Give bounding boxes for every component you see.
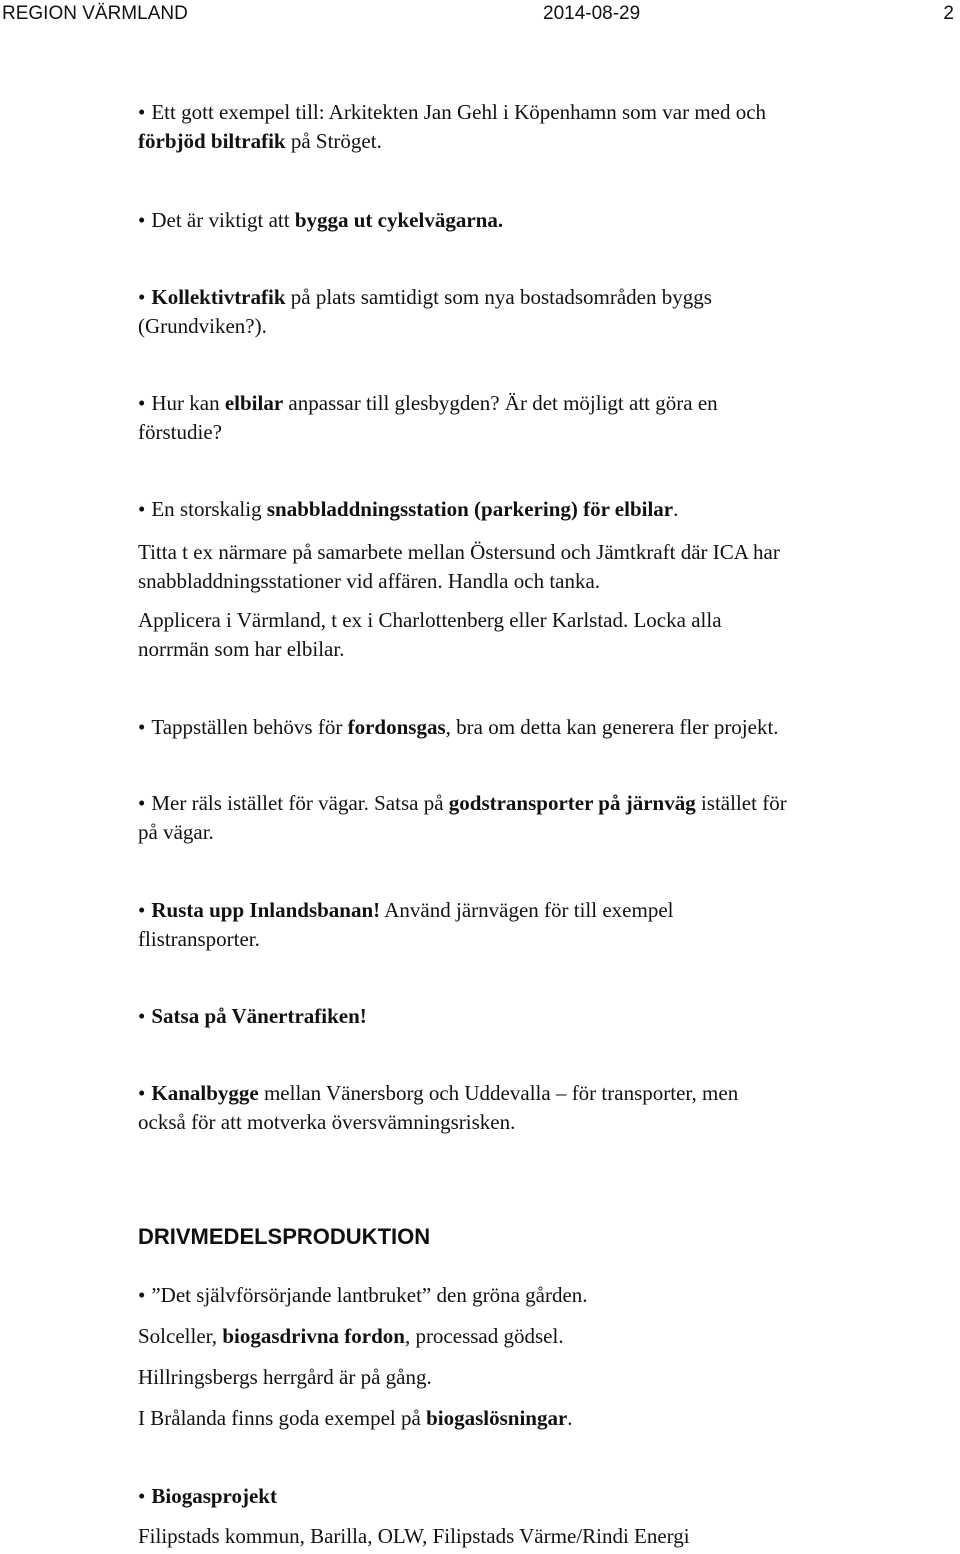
bullet-item-kollektiv: [138, 283, 928, 341]
item-text: Ett gott exempel till: Arkitekten Jan Gehl i Köpenhamn som var med och: [151, 100, 767, 124]
bullet-icon: •: [138, 1081, 146, 1105]
item-text: snabbladdningsstationer vid affären. Handla och tanka.: [138, 569, 601, 593]
bullet-item-vaner: [138, 1002, 928, 1031]
bullet-item-gehl: [138, 98, 928, 156]
bullet-item-kanal: [138, 1079, 928, 1137]
item-bold: Kanalbygge: [151, 1081, 259, 1105]
item-text: En storskalig: [151, 497, 267, 521]
paragraph-hillringsberg: [138, 1363, 928, 1392]
item-bold: Kollektivtrafik: [151, 285, 286, 309]
item-text: (Grundviken?).: [138, 314, 267, 338]
item-text: Det är viktigt att: [151, 208, 295, 232]
bullet-item-lantbruk: [138, 1281, 928, 1310]
item-bold: godstransporter på järnväg: [448, 791, 696, 815]
item-text: .: [567, 1406, 573, 1430]
item-bold: elbilar: [224, 391, 284, 415]
item-bold: Satsa på Vänertrafiken!: [151, 1004, 367, 1028]
item-bold: förbjöd biltrafik: [138, 129, 286, 153]
item-text: också för att motverka översvämningsrisken.: [138, 1110, 516, 1134]
paragraph-applicera: [138, 606, 928, 664]
item-text: mellan Vänersborg och Uddevalla – för transporter, men: [258, 1081, 739, 1105]
item-bold: bygga ut cykelvägarna.: [294, 208, 504, 232]
item-bold: Biogasprojekt: [151, 1484, 277, 1508]
page-header: [0, 0, 960, 30]
item-text: Titta t ex närmare på samarbete mellan Östersund och Jämtkraft där ICA har: [138, 540, 780, 564]
item-text: I Brålanda finns goda exempel på: [138, 1406, 427, 1430]
header-organization: REGION VÄRMLAND: [2, 3, 188, 24]
item-text: Hillringsbergs herrgård är på gång.: [138, 1365, 432, 1389]
item-text: på vägar.: [138, 820, 214, 844]
paragraph-bralanda: [138, 1404, 928, 1433]
item-bold: fordonsgas: [347, 715, 446, 739]
item-text: förstudie?: [138, 420, 222, 444]
item-text: istället för: [695, 791, 787, 815]
section-title: DRIVMEDELSPRODUKTION: [138, 1224, 431, 1249]
header-page-number: 2: [943, 3, 954, 24]
bullet-item-tappstallen: [138, 713, 928, 742]
bullet-icon: •: [138, 715, 146, 739]
item-text: , bra om detta kan generera fler projekt.: [445, 715, 779, 739]
item-text: flistransporter.: [138, 927, 260, 951]
item-text: , processad gödsel.: [404, 1324, 564, 1348]
header-date: 2014-08-29: [543, 3, 641, 24]
item-text: Filipstads kommun, Barilla, OLW, Filipstads Värme/Rindi Energi: [138, 1524, 690, 1548]
bullet-icon: •: [138, 898, 146, 922]
item-text: norrmän som har elbilar.: [138, 637, 345, 661]
bullet-icon: •: [138, 497, 146, 521]
item-text: anpassar till glesbygden? Är det möjligt att göra en: [283, 391, 718, 415]
bullet-item-elbilar: [138, 389, 928, 447]
bullet-icon: •: [138, 791, 146, 815]
bullet-icon: •: [138, 208, 146, 232]
item-text: ”Det självförsörjande lantbruket” den gröna gården.: [151, 1283, 588, 1307]
item-text: Solceller,: [138, 1324, 223, 1348]
bullet-icon: •: [138, 100, 146, 124]
item-text: på plats samtidigt som nya bostadsområden byggs: [285, 285, 712, 309]
bullet-icon: •: [138, 1004, 146, 1028]
bullet-item-cykel: [138, 206, 928, 235]
bullet-icon: •: [138, 285, 146, 309]
bullet-item-rusta: [138, 896, 928, 954]
item-text: Hur kan: [151, 391, 225, 415]
bullet-icon: •: [138, 1283, 146, 1307]
item-text: Tappställen behövs för: [151, 715, 348, 739]
bullet-icon: •: [138, 391, 146, 415]
bullet-item-biogasprojekt: [138, 1482, 928, 1511]
item-bold: biogasdrivna fordon: [222, 1324, 405, 1348]
item-text: Applicera i Värmland, t ex i Charlottenberg eller Karlstad. Locka alla: [138, 608, 722, 632]
item-bold: Rusta upp Inlandsbanan!: [151, 898, 381, 922]
paragraph-solceller: [138, 1322, 928, 1351]
item-text: Använd järnvägen för till exempel: [380, 898, 674, 922]
bullet-item-snabbladdning: [138, 495, 928, 524]
paragraph-filipstad: [138, 1522, 928, 1551]
item-text: på Ströget.: [285, 129, 382, 153]
item-text: Mer räls istället för vägar. Satsa på: [151, 791, 449, 815]
paragraph-titta: [138, 538, 928, 596]
bullet-item-rals: [138, 789, 928, 847]
item-bold: biogaslösningar: [426, 1406, 568, 1430]
item-text: .: [673, 497, 679, 521]
item-bold: snabbladdningsstation (parkering) för elbilar: [266, 497, 674, 521]
bullet-icon: •: [138, 1484, 146, 1508]
